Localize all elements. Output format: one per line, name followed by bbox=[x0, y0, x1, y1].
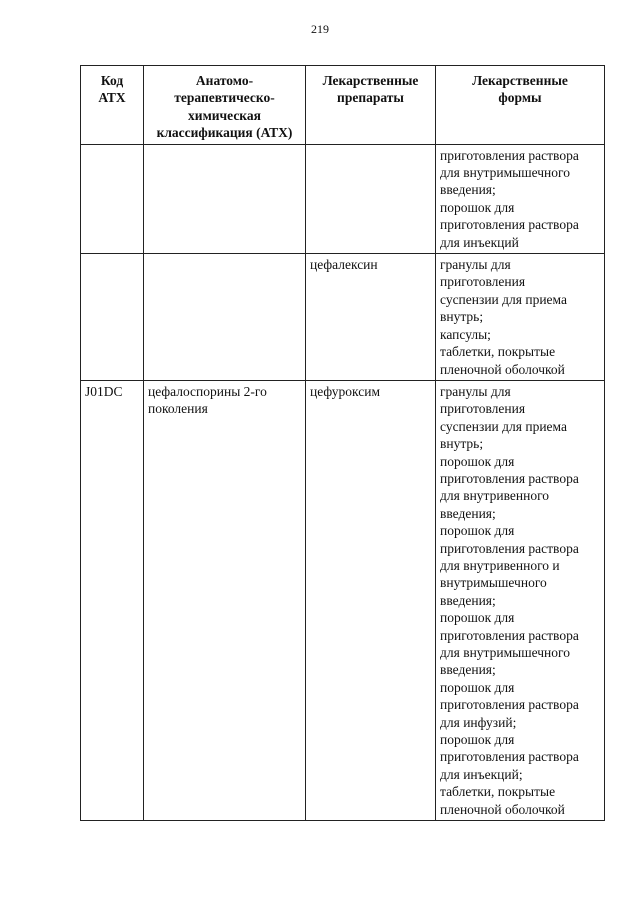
table-row bbox=[81, 254, 605, 381]
form-line: для внутривенного bbox=[440, 488, 550, 504]
form-line: суспензии для приема bbox=[440, 418, 567, 434]
header-classification-line: химическая bbox=[188, 107, 261, 123]
form-line: приготовления раствора bbox=[440, 627, 579, 643]
form-line: приготовления раствора bbox=[440, 147, 579, 163]
cell-drug: цефуроксим bbox=[306, 380, 436, 820]
header-code-line: АТХ bbox=[98, 90, 126, 106]
header-classification-line: классификация (АТХ) bbox=[156, 125, 293, 141]
form-line: приготовления раствора bbox=[440, 697, 579, 713]
form-line: для внутримышечного bbox=[440, 645, 570, 660]
cell-forms bbox=[436, 144, 605, 253]
form-line: приготовления раствора bbox=[440, 540, 579, 556]
cell-forms bbox=[436, 254, 605, 381]
cell-drug: цефалексин bbox=[306, 254, 436, 381]
form-line: порошок для bbox=[440, 679, 515, 695]
header-forms-line: формы bbox=[498, 90, 542, 106]
form-line: таблетки, покрытые bbox=[440, 784, 556, 800]
form-line: для инъекций; bbox=[440, 766, 523, 782]
form-line: приготовления раствора bbox=[440, 749, 579, 765]
form-line: порошок для bbox=[440, 610, 515, 626]
form-line: внутримышечного bbox=[440, 575, 547, 591]
table-row bbox=[81, 380, 605, 820]
cell-classification bbox=[144, 254, 306, 381]
form-line: для внутримышечного bbox=[440, 165, 570, 181]
form-line: капсулы; bbox=[440, 326, 491, 342]
form-line: таблетки, покрытые bbox=[440, 344, 556, 360]
form-line: гранулы для bbox=[440, 383, 511, 399]
cell-code bbox=[81, 254, 144, 381]
header-drugs bbox=[306, 66, 436, 145]
header-classification bbox=[144, 66, 306, 145]
form-line: для внутривенного и bbox=[440, 557, 560, 573]
form-line: введения; bbox=[440, 592, 496, 608]
cell-classification bbox=[144, 380, 306, 820]
page-number: 219 bbox=[311, 22, 329, 36]
cell-drug bbox=[306, 144, 436, 253]
form-line: для инъекций bbox=[440, 234, 519, 250]
form-line: введения; bbox=[440, 662, 496, 678]
cell-forms bbox=[436, 380, 605, 820]
form-line: приготовления раствора bbox=[440, 470, 579, 486]
cell-code bbox=[81, 144, 144, 253]
header-forms bbox=[436, 66, 605, 145]
form-line: для инфузий; bbox=[440, 714, 517, 730]
form-line: внутрь; bbox=[440, 309, 484, 325]
form-line: пленочной оболочкой bbox=[440, 361, 565, 377]
form-line: введения; bbox=[440, 505, 496, 521]
header-drugs-line: препараты bbox=[337, 90, 404, 106]
header-code-line: Код bbox=[100, 73, 124, 88]
classification-line: цефалоспорины 2-го bbox=[148, 383, 267, 399]
form-line: приготовления bbox=[440, 401, 526, 417]
cell-classification bbox=[144, 144, 306, 253]
table-header-row bbox=[81, 66, 605, 145]
form-line: суспензии для приема bbox=[440, 291, 567, 307]
header-code bbox=[81, 66, 144, 145]
header-classification-line: терапевтическо- bbox=[174, 90, 275, 106]
atx-table bbox=[80, 65, 605, 821]
form-line: внутрь; bbox=[440, 436, 484, 452]
form-line: порошок для bbox=[440, 199, 515, 215]
form-line: гранулы для bbox=[440, 257, 511, 273]
cell-code: J01DC bbox=[81, 380, 144, 820]
classification-line: поколения bbox=[148, 401, 208, 417]
form-line: введения; bbox=[440, 182, 496, 198]
header-classification-line: Анатомо- bbox=[195, 73, 254, 88]
form-line: пленочной оболочкой bbox=[440, 801, 565, 817]
header-drugs-line: Лекарственные bbox=[322, 73, 419, 88]
form-line: порошок для bbox=[440, 732, 515, 748]
table-row bbox=[81, 144, 605, 253]
form-line: приготовления раствора bbox=[440, 217, 579, 233]
form-line: порошок для bbox=[440, 523, 515, 539]
form-line: приготовления bbox=[440, 274, 526, 290]
header-forms-line: Лекарственные bbox=[472, 73, 568, 88]
form-line: порошок для bbox=[440, 453, 515, 469]
